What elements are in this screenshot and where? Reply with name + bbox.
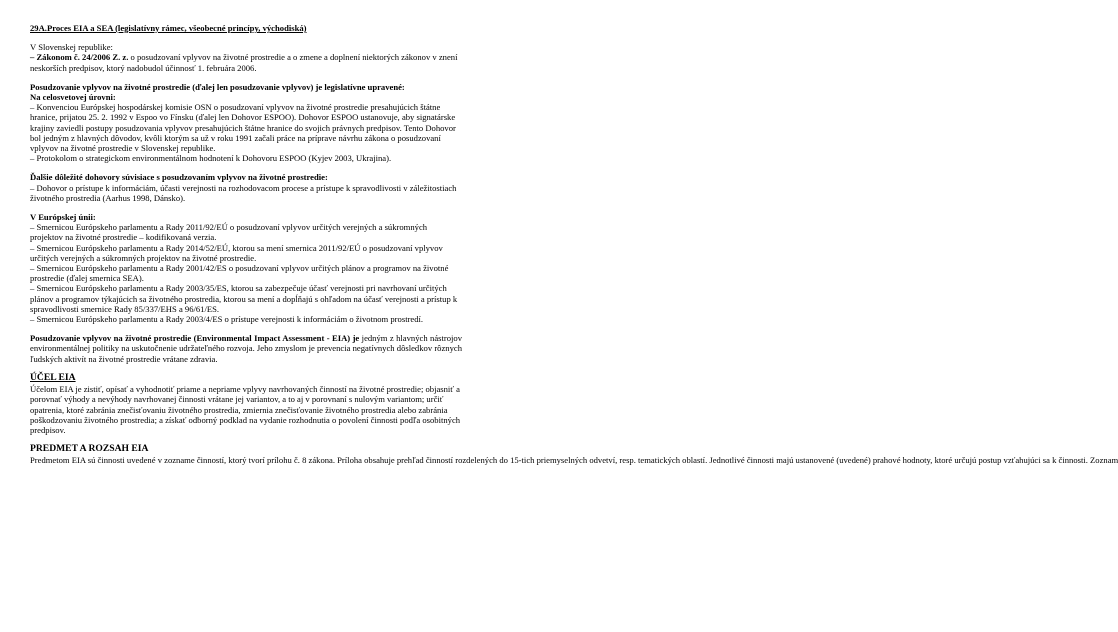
section-eu-level: [30, 212, 462, 324]
section-heading: ÚČEL EIA: [30, 371, 76, 383]
paragraph: Účelom EIA je zistiť, opísať a vyhodnotiť priame a nepriame vplyvy navrhovaných činností na životné prostredie; objasniť a porovnať výhody a nevýhody navrhovanej činnosti vrátane jej variantov, a to aj v porovnaní s nulovým variantom; určiť opatrenia, ktoré zabránia znečisťovaniu životného prostredia, zmiernia znečisťovanie životného prostredia alebo zabránia poškodzovaniu životného prostredia; a získať odborný podklad na vydanie rozhodnutia o povolení činnosti podľa osobitných predpisov.: [30, 384, 461, 435]
paragraph: [30, 333, 462, 364]
paragraph: – Konvenciou Európskej hospodárskej komisie OSN o posudzovaní vplyvov na životné prostredie presahujúcich štátne hranice, prijatou 25. 2. 1992 v Espoo vo Fínsku (ďalej len Dohovor ESPOO). Dohovor ESPOO ustanovuje, aby signatárske krajiny zaviedli postupy posudzovania vplyvov presahujúcich štátne hranice do svojich právnych predpisov. Tento Dohovor bol jedným z hlavných dôvodov, kvôli ktorým sa už v roku 1991 začali práce na príprave návrhu zákona o posudzovaní vplyvov na životné prostredie v Slovenskej republike.: [30, 102, 456, 154]
law-ref: – Zákonom č. 24/2006 Z. z.: [30, 52, 129, 63]
paragraph-text: jedným z hlavných nástrojov environmentálnej politiky na uskutočnenie udržateľného rozvoja. Jeho zmyslom je prevencia negatívnych dôsledkov rôznych ľudských aktivít na životné prostredie vrátane zdravia.: [30, 333, 463, 364]
bold-lead: Posudzovanie vplyvov na životné prostredie (Environmental Impact Assessment - EIA) je: [30, 333, 360, 344]
paragraph: Predmetom EIA sú činnosti uvedené v zozname činností, ktorý tvorí prílohu č. 8 zákona. Príloha obsahuje prehľad činností rozdelených do 15-tich priemyselných odvetví, resp. tematických oblastí. Jednotlivé činnosti majú ustanovené (uvedené) prahové hodnoty, ktoré určujú postup vzťahujúci sa k činnosti. Zoznam: [30, 455, 1118, 466]
directive-item: – Smernicou Európskeho parlamentu a Rady 2001/42/ES o posudzovaní vplyvov určitých plánov a programov na životné prostredie (ďalej smernica SEA).: [30, 263, 449, 284]
section-legal-framework: [30, 82, 462, 164]
title-number: 29A.: [30, 23, 47, 33]
directive-item: – Smernicou Európskeho parlamentu a Rady 2014/52/EÚ, ktorou sa mení smernica 2011/92/EÚ o posudzovaní vplyvov určitých verejných a súkromných projektov na životné prostredie.: [30, 242, 443, 263]
section-heading: V Európskej únii:: [30, 212, 96, 223]
directive-item: – Smernicou Európskeho parlamentu a Rady 2003/35/ES, ktorou sa zabezpečuje účasť verejnosti pri navrhovaní určitých plánov a programov týkajúcich sa životného prostredia, ktorou sa mení a dopĺňajú s ohľadom na účasť verejnosti a prístup k spravodlivosti smernice Rady 85/337/EHS a 96/61/ES.: [30, 283, 458, 314]
section-other-agreements: [30, 172, 462, 203]
section-eia-purpose: [30, 373, 462, 435]
section-eia-scope: [30, 443, 1118, 466]
section-heading: PREDMET A ROZSAH EIA: [30, 443, 149, 455]
title-text: Proces EIA a SEA (legislatívny rámec, všeobecné princípy, východiská): [46, 23, 307, 33]
subheading: Na celosvetovej úrovni:: [30, 92, 116, 103]
directive-item: – Smernicou Európskeho parlamentu a Rady 2003/4/ES o prístupe verejnosti k informáciám o životnom prostredí.: [30, 314, 424, 325]
intro-line: V Slovenskej republike:: [30, 42, 113, 53]
directive-item: – Smernicou Európskeho parlamentu a Rady 2011/92/EÚ o posudzovaní vplyvov určitých verejných a súkromných projektov na životné prostredie – kodifikovaná verzia.: [30, 222, 428, 243]
section-legislation: [30, 42, 462, 73]
paragraph: – Dohovor o prístupe k informáciám, účasti verejnosti na rozhodovacom procese a prístupe k spravodlivosti v záležitostiach životného prostredia (Aarhus 1998, Dánsko).: [30, 182, 457, 203]
section-heading: Posudzovanie vplyvov na životné prostredie (ďalej len posudzovanie vplyvov) je legislatívne upravené:: [30, 81, 405, 92]
law-line: [30, 52, 462, 72]
document-body: [30, 23, 1118, 475]
section-eia-definition: [30, 333, 462, 364]
paragraph: – Protokolom o strategickom environmentálnom hodnotení k Dohovoru ESPOO (Kyjev 2003, Ukrajina).: [30, 153, 392, 164]
section-heading: Ďalšie dôležité dohovory súvisiace s posudzovaním vplyvov na životné prostredie:: [30, 172, 328, 183]
law-text: o posudzovaní vplyvov na životné prostredie a o zmene a doplnení niektorých zákonov v znení neskorších predpisov, ktorý nadobudol účinnosť 1. februára 2006.: [30, 52, 458, 73]
document-title: [30, 23, 462, 33]
